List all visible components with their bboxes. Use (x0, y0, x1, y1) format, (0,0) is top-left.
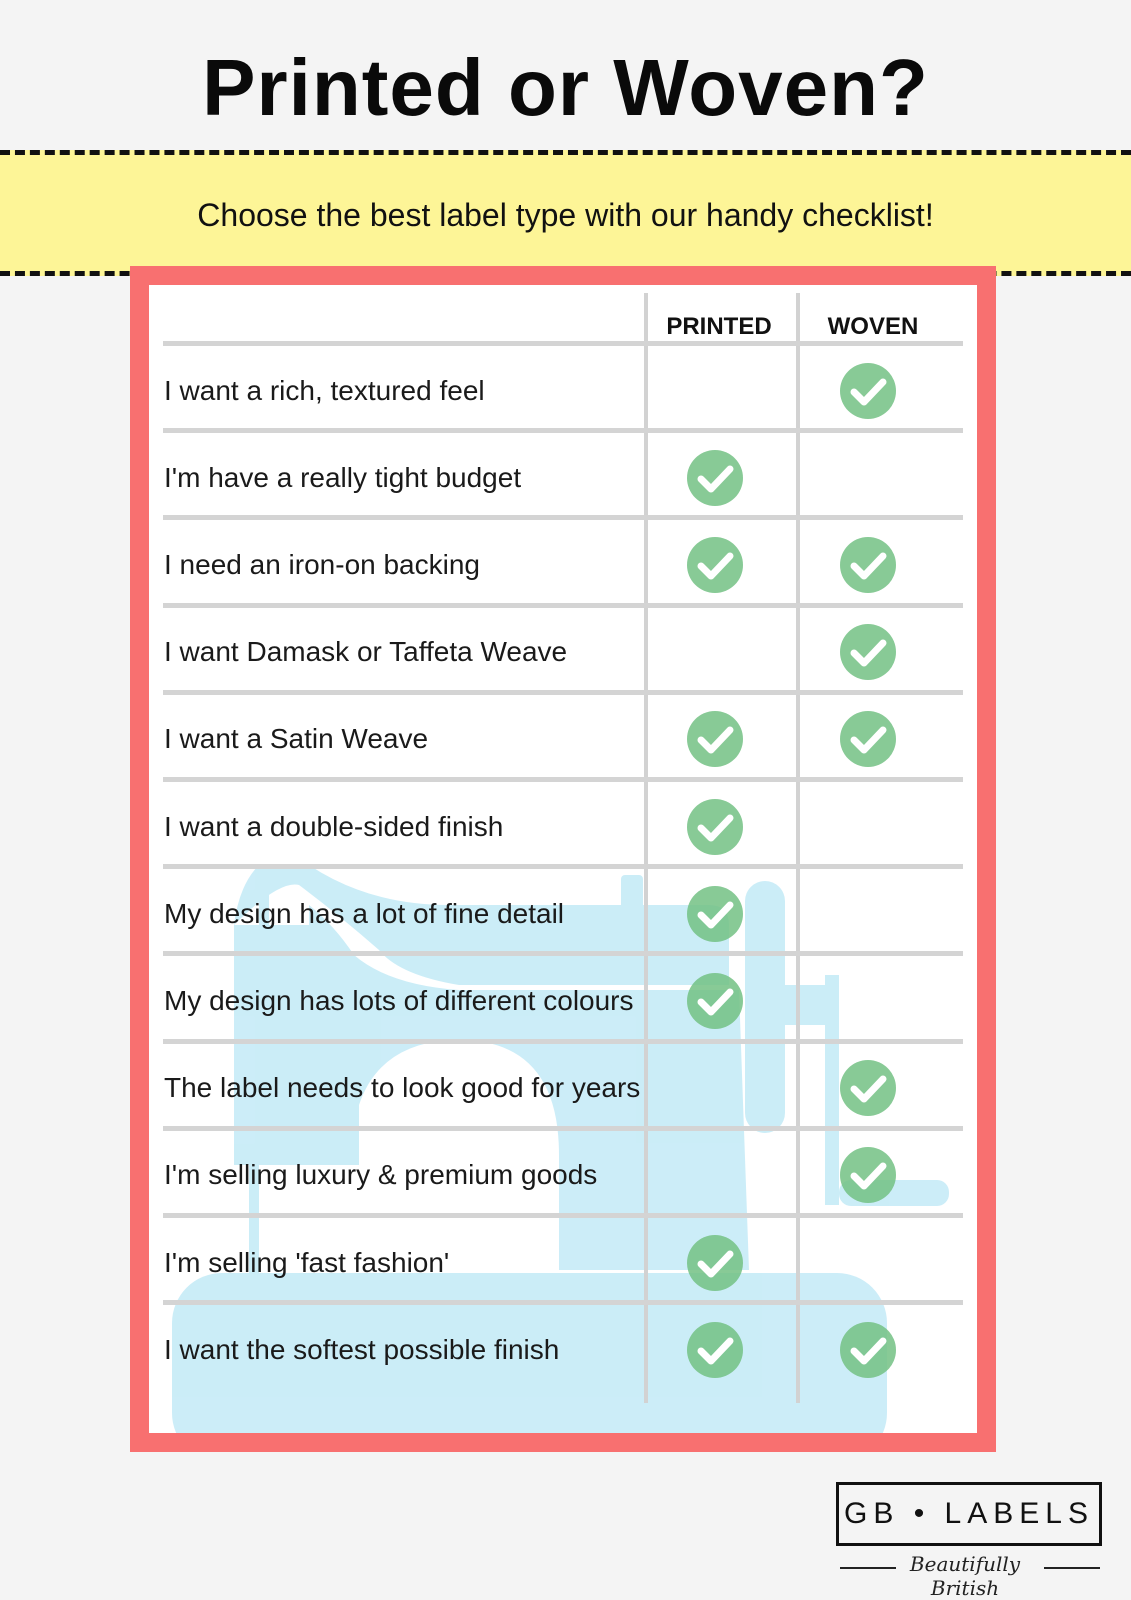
row-label: I want a rich, textured feel (164, 375, 485, 406)
check-icon-printed (687, 711, 743, 767)
row-divider (163, 951, 963, 956)
divider (1044, 1567, 1100, 1569)
page-title: Printed or Woven? (202, 43, 929, 132)
divider (840, 1567, 896, 1569)
row-label: I'm selling 'fast fashion' (164, 1247, 450, 1278)
row-divider (163, 1126, 963, 1131)
check-icon-printed (687, 450, 743, 506)
row-divider (163, 515, 963, 520)
row-label: I want a Satin Weave (164, 723, 429, 754)
row-label: I'm have a really tight budget (164, 462, 522, 493)
row-label: I want the softest possible finish (164, 1334, 560, 1365)
check-icon-woven (840, 1060, 896, 1116)
check-icon-woven (840, 711, 896, 767)
row-divider (163, 777, 963, 782)
check-icon-printed (687, 537, 743, 593)
row-label: I want Damask or Taffeta Weave (164, 636, 568, 667)
row-divider (163, 603, 963, 608)
subtitle-banner (0, 150, 1131, 276)
check-icon-printed (687, 1235, 743, 1291)
row-label: I want a double-sided finish (164, 811, 504, 842)
row-divider (163, 1300, 963, 1305)
check-icon-printed (687, 799, 743, 855)
check-icon-printed (687, 1322, 743, 1378)
row-divider (163, 1039, 963, 1044)
row-label: I'm selling luxury & premium goods (164, 1159, 598, 1190)
column-divider (796, 293, 800, 1403)
row-label: I need an iron-on backing (164, 549, 480, 580)
column-header-printed: PRINTED (666, 313, 772, 340)
check-icon-printed (687, 973, 743, 1029)
row-divider (163, 341, 963, 346)
row-label: My design has lots of different colours (164, 985, 634, 1016)
subtitle-text: Choose the best label type with our handy checklist! (197, 197, 934, 233)
row-divider (163, 690, 963, 695)
check-icon-printed (687, 886, 743, 942)
column-header-woven: WOVEN (827, 313, 919, 340)
check-icon-woven (840, 1322, 896, 1378)
check-icon-woven (840, 624, 896, 680)
row-label: The label needs to look good for years (164, 1072, 641, 1103)
check-icon-woven (840, 1147, 896, 1203)
row-divider (163, 428, 963, 433)
row-divider (163, 1213, 963, 1218)
gb-labels-logo (836, 1482, 1102, 1546)
check-icon-woven (840, 363, 896, 419)
row-label: My design has a lot of fine detail (164, 898, 565, 929)
logo-text: GB • LABELS (844, 1497, 1094, 1530)
check-icon-woven (840, 537, 896, 593)
column-divider (644, 293, 648, 1403)
checklist-table (149, 285, 977, 1433)
row-divider (163, 864, 963, 869)
logo-tagline: Beautifully British (909, 1552, 1021, 1600)
